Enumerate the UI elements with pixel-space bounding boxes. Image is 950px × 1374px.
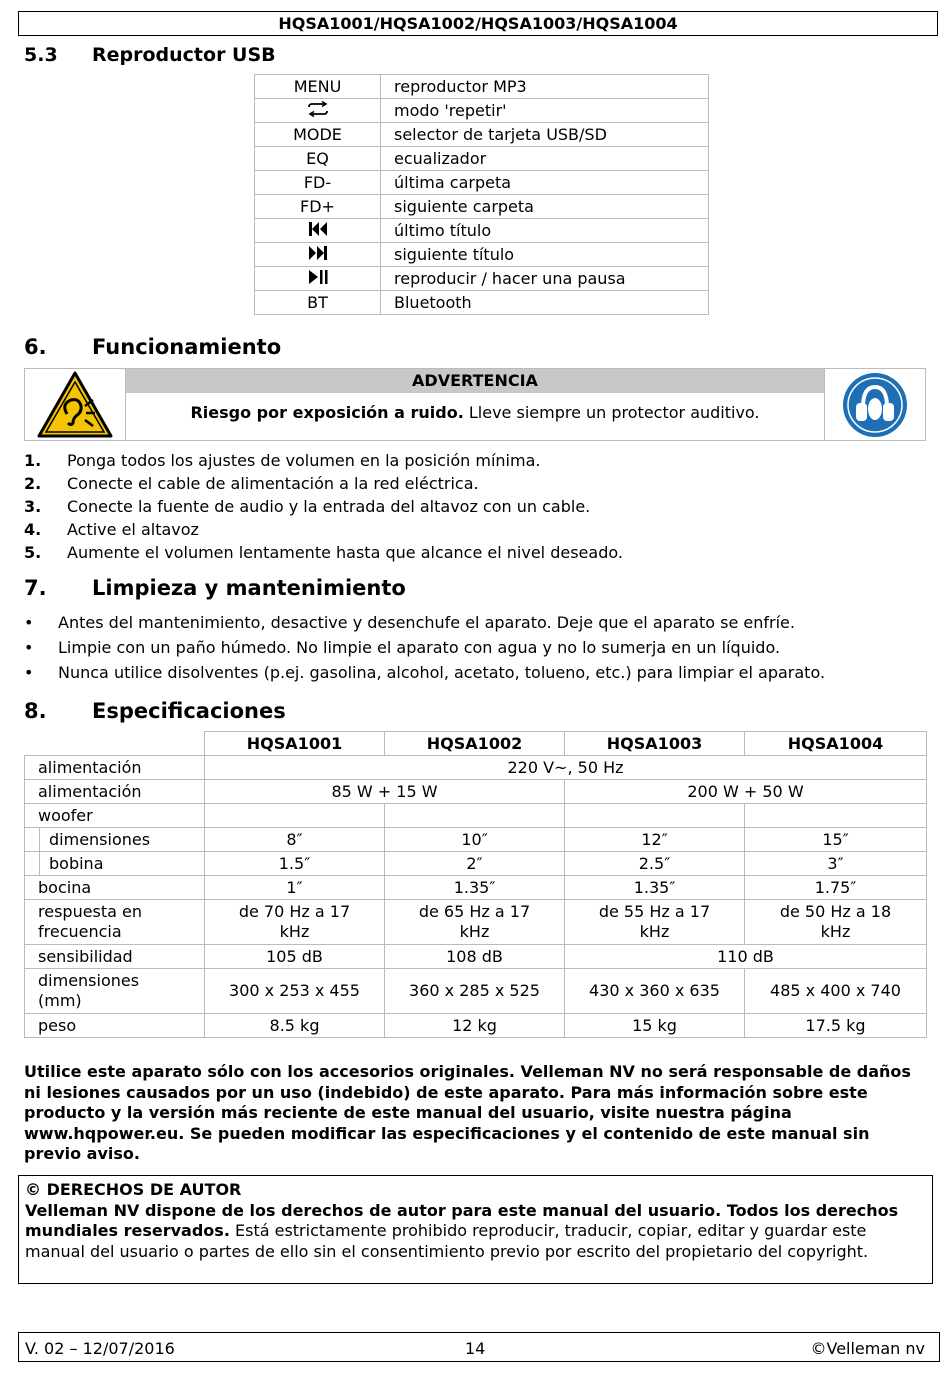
table-cell: 85 W + 15 W — [205, 780, 565, 804]
column-header: HQSA1003 — [565, 732, 745, 756]
control-key — [255, 219, 381, 243]
warning-right-cell — [824, 369, 925, 440]
next-track-icon — [307, 245, 329, 261]
step-number: 2. — [24, 474, 42, 493]
table-cell: 1.35″ — [565, 876, 745, 900]
table-cell: 12 kg — [385, 1014, 565, 1038]
table-cell — [565, 804, 745, 828]
table-row — [255, 147, 709, 171]
table-cell: 2.5″ — [565, 852, 745, 876]
footer-version: V. 02 – 12/07/2016 — [25, 1339, 175, 1358]
footer-page-number: 14 — [465, 1339, 486, 1358]
indent-cell — [25, 828, 40, 852]
table-cell: 110 dB — [565, 945, 927, 969]
list-item — [24, 610, 934, 635]
section-number: 6. — [24, 335, 47, 359]
table-row — [25, 876, 927, 900]
table-cell: 10″ — [385, 828, 565, 852]
column-header: HQSA1001 — [205, 732, 385, 756]
table-row — [25, 828, 927, 852]
section-5-3-heading — [24, 44, 276, 66]
indent-cell — [25, 852, 40, 876]
row-label: sensibilidad — [25, 945, 205, 969]
control-key: FD+ — [255, 195, 381, 219]
maintenance-list — [24, 610, 934, 685]
label-line: (mm) — [38, 991, 82, 1010]
control-key — [255, 99, 381, 123]
noise-warning-icon — [35, 370, 115, 440]
row-label: alimentación — [25, 756, 205, 780]
table-row — [25, 969, 927, 1014]
section-6-heading — [24, 335, 281, 359]
warning-message — [126, 403, 824, 422]
section-7-heading — [24, 576, 406, 600]
table-cell: 360 x 285 x 525 — [385, 969, 565, 1014]
bullet: • — [24, 663, 34, 682]
empty-corner-cell — [25, 732, 205, 756]
control-description: siguiente carpeta — [381, 195, 709, 219]
table-cell: 220 V~, 50 Hz — [205, 756, 927, 780]
bullet-text: Limpie con un paño húmedo. No limpie el aparato con agua y no lo sumerja en un líquido. — [58, 638, 781, 657]
table-row — [255, 291, 709, 315]
section-title: Limpieza y mantenimiento — [92, 576, 406, 600]
control-key: BT — [255, 291, 381, 315]
table-row — [25, 852, 927, 876]
repeat-icon — [305, 101, 331, 117]
usage-notice: Utilice este aparato sólo con los accesorios originales. Velleman NV no será responsable de daños ni lesiones causados por un uso (indebido) de este aparato. Para más información sobre este producto y la versión más reciente de este manual del usuario, visite nuestra página www.hqpower.eu. Se pueden modificar las especificaciones y el contenido de este manual sin previo aviso. — [24, 1062, 911, 1164]
table-row — [25, 1014, 927, 1038]
list-item — [24, 449, 924, 472]
control-description: siguiente título — [381, 243, 709, 267]
list-item — [24, 635, 934, 660]
table-row — [255, 267, 709, 291]
label-line: frecuencia — [38, 922, 122, 941]
copyright-body — [25, 1201, 926, 1263]
row-label: alimentación — [25, 780, 205, 804]
table-header-row — [25, 732, 927, 756]
copyright-title: © DERECHOS DE AUTOR — [25, 1180, 242, 1199]
list-item — [24, 472, 924, 495]
copyright-text: Está estrictamente prohibido reproducir, traducir, copiar, editar y guardar este manual del usuario o partes de ello sin el consentimiento previo por escrito del propietario del copyright. — [25, 1221, 869, 1261]
control-description: ecualizador — [381, 147, 709, 171]
control-key: FD- — [255, 171, 381, 195]
list-item — [24, 518, 924, 541]
footer-company: ©Velleman nv — [810, 1339, 925, 1358]
table-cell: 105 dB — [205, 945, 385, 969]
column-header: HQSA1002 — [385, 732, 565, 756]
table-cell — [385, 900, 565, 945]
row-label: peso — [25, 1014, 205, 1038]
section-title: Funcionamiento — [92, 335, 282, 359]
step-number: 4. — [24, 520, 42, 539]
table-cell: 17.5 kg — [745, 1014, 927, 1038]
control-key: MENU — [255, 75, 381, 99]
warning-text: Lleve siempre un protector auditivo. — [463, 403, 760, 422]
section-title: Especificaciones — [92, 699, 286, 723]
table-cell: 1″ — [205, 876, 385, 900]
specifications-table — [24, 731, 927, 1038]
list-item — [24, 495, 924, 518]
table-cell — [205, 804, 385, 828]
table-cell — [565, 900, 745, 945]
step-text: Conecte el cable de alimentación a la red eléctrica. — [67, 474, 479, 493]
label-line: respuesta en — [38, 901, 143, 921]
control-description: modo 'repetir' — [381, 99, 709, 123]
bullet-text: Nunca utilice disolventes (p.ej. gasolina, alcohol, acetato, tolueno, etc.) para limpiar el aparato. — [58, 663, 826, 682]
list-item — [24, 660, 934, 685]
table-cell: 200 W + 50 W — [565, 780, 927, 804]
warning-left-cell — [25, 369, 126, 440]
warning-title: ADVERTENCIA — [126, 369, 824, 393]
table-row — [255, 243, 709, 267]
cell-line: kHz — [459, 922, 490, 941]
section-number: 8. — [24, 699, 47, 723]
cell-line: de 70 Hz a 17 — [238, 901, 351, 921]
table-cell: 8″ — [205, 828, 385, 852]
table-row — [255, 219, 709, 243]
table-row — [255, 123, 709, 147]
control-key: EQ — [255, 147, 381, 171]
table-cell — [385, 804, 565, 828]
table-cell: 1.5″ — [205, 852, 385, 876]
step-number: 1. — [24, 451, 42, 470]
table-cell: 8.5 kg — [205, 1014, 385, 1038]
cell-line: de 50 Hz a 18 — [779, 901, 892, 921]
section-title: Reproductor USB — [92, 44, 276, 66]
control-description: último título — [381, 219, 709, 243]
step-text: Conecte la fuente de audio y la entrada del altavoz con un cable. — [67, 497, 591, 516]
previous-track-icon — [307, 221, 329, 237]
control-key — [255, 267, 381, 291]
cell-line: kHz — [279, 922, 310, 941]
section-number: 5.3 — [24, 44, 58, 66]
control-description: selector de tarjeta USB/SD — [381, 123, 709, 147]
table-cell — [745, 804, 927, 828]
operation-steps — [24, 449, 924, 564]
table-row — [255, 171, 709, 195]
row-label: dimensiones — [40, 828, 205, 852]
bullet-text: Antes del mantenimiento, desactive y desenchufe el aparato. Deje que el aparato se enfríe. — [58, 613, 795, 632]
table-cell: 485 x 400 x 740 — [745, 969, 927, 1014]
section-number: 7. — [24, 576, 47, 600]
bullet: • — [24, 638, 34, 657]
table-cell: 15″ — [745, 828, 927, 852]
control-key: MODE — [255, 123, 381, 147]
page-footer — [18, 1332, 940, 1362]
table-row — [255, 99, 709, 123]
warning-box — [24, 368, 926, 441]
row-label: woofer — [25, 804, 205, 828]
table-row — [25, 804, 927, 828]
cell-line: de 65 Hz a 17 — [418, 901, 531, 921]
row-label: bobina — [40, 852, 205, 876]
warning-bold: Riesgo por exposición a ruido. — [190, 403, 464, 422]
bullet: • — [24, 613, 34, 632]
table-cell: 108 dB — [385, 945, 565, 969]
table-cell: 300 x 253 x 455 — [205, 969, 385, 1014]
cell-line: de 55 Hz a 17 — [598, 901, 711, 921]
control-key — [255, 243, 381, 267]
table-row — [25, 945, 927, 969]
control-description: reproductor MP3 — [381, 75, 709, 99]
step-number: 5. — [24, 543, 42, 562]
copyright-bold: Velleman NV dispone de los derechos de autor para este manual del usuario. Todos los derechos mundiales reservados. — [25, 1200, 899, 1241]
section-8-heading — [24, 699, 286, 723]
table-cell: 12″ — [565, 828, 745, 852]
table-row — [255, 195, 709, 219]
step-number: 3. — [24, 497, 42, 516]
step-text: Aumente el volumen lentamente hasta que alcance el nivel deseado. — [67, 543, 623, 562]
row-label — [25, 969, 205, 1014]
usb-controls-table — [254, 74, 709, 315]
table-cell: 1.75″ — [745, 876, 927, 900]
control-description: reproducir / hacer una pausa — [381, 267, 709, 291]
copyright-box — [18, 1175, 933, 1284]
table-cell: 1.35″ — [385, 876, 565, 900]
table-row — [25, 900, 927, 945]
table-row — [255, 75, 709, 99]
play-pause-icon — [307, 269, 329, 285]
step-text: Active el altavoz — [67, 520, 199, 539]
step-text: Ponga todos los ajustes de volumen en la posición mínima. — [67, 451, 541, 470]
table-row — [25, 780, 927, 804]
table-cell: 2″ — [385, 852, 565, 876]
row-label — [25, 900, 205, 945]
table-cell: 15 kg — [565, 1014, 745, 1038]
control-description: última carpeta — [381, 171, 709, 195]
row-label: bocina — [25, 876, 205, 900]
column-header: HQSA1004 — [745, 732, 927, 756]
table-cell: 430 x 360 x 635 — [565, 969, 745, 1014]
ear-protection-icon — [841, 371, 909, 439]
document-header: HQSA1001/HQSA1002/HQSA1003/HQSA1004 — [18, 11, 938, 36]
list-item — [24, 541, 924, 564]
table-row — [25, 756, 927, 780]
table-cell — [205, 900, 385, 945]
cell-line: kHz — [820, 922, 851, 941]
table-cell: 3″ — [745, 852, 927, 876]
table-cell — [745, 900, 927, 945]
control-description: Bluetooth — [381, 291, 709, 315]
label-line: dimensiones — [38, 970, 140, 990]
cell-line: kHz — [639, 922, 670, 941]
